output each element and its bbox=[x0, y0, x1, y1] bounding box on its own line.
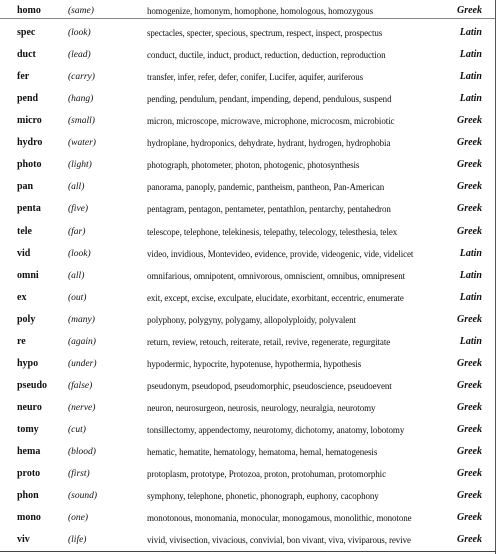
origin-cell: Greek bbox=[457, 379, 482, 391]
table-row bbox=[0, 508, 496, 528]
table-row bbox=[0, 530, 496, 550]
meaning-cell: (sound) bbox=[68, 491, 98, 502]
table-row bbox=[0, 177, 496, 197]
root-cell: tomy bbox=[17, 423, 39, 435]
examples-cell: micron, microscope, microwave, microphone, microcosm, microbiotic bbox=[147, 116, 395, 127]
examples-cell: vivid, vivisection, vivacious, convivial, bon vivant, viva, viviparous, revive bbox=[147, 535, 411, 546]
origin-cell: Greek bbox=[457, 490, 482, 502]
root-cell: re bbox=[17, 335, 26, 347]
meaning-cell: (blood) bbox=[68, 447, 96, 457]
table-row bbox=[0, 244, 496, 264]
origin-cell: Greek bbox=[457, 512, 482, 524]
root-cell: penta bbox=[17, 203, 41, 215]
origin-cell: Latin bbox=[459, 71, 482, 83]
meaning-cell: (far) bbox=[68, 226, 86, 237]
origin-cell: Greek bbox=[457, 115, 482, 127]
meaning-cell: (light) bbox=[68, 160, 92, 171]
meaning-cell: (water) bbox=[68, 138, 96, 149]
origin-cell: Greek bbox=[457, 446, 482, 457]
examples-cell: photograph, photometer, photon, photogenic, photosynthesis bbox=[147, 160, 360, 171]
examples-cell: telescope, telephone, telekinesis, telepathy, telecology, telesthesia, telex bbox=[147, 226, 398, 237]
origin-cell: Greek bbox=[457, 313, 482, 325]
root-cell: fer bbox=[17, 71, 30, 83]
table-row bbox=[0, 133, 496, 153]
root-cell: pend bbox=[17, 93, 39, 105]
examples-cell: transfer, infer, refer, defer, conifer, Lucifer, aquifer, auriferous bbox=[147, 72, 364, 83]
root-cell: pan bbox=[17, 181, 34, 193]
table-row bbox=[0, 332, 496, 352]
table-row bbox=[0, 442, 496, 462]
origin-cell: Greek bbox=[457, 203, 482, 215]
table-row bbox=[0, 310, 496, 330]
meaning-cell: (life) bbox=[68, 535, 87, 546]
origin-cell: Greek bbox=[457, 159, 482, 171]
table-row bbox=[0, 354, 496, 374]
origin-cell: Greek bbox=[457, 357, 482, 369]
table-row bbox=[0, 376, 496, 396]
examples-cell: spectacles, specter, specious, spectrum, respect, inspect, prospectus bbox=[147, 28, 383, 39]
meaning-cell: (all) bbox=[68, 270, 85, 281]
meaning-cell: (under) bbox=[68, 358, 97, 369]
table-row bbox=[0, 420, 496, 440]
meaning-cell: (first) bbox=[68, 469, 90, 480]
table-row bbox=[0, 266, 496, 286]
origin-cell: Greek bbox=[457, 468, 482, 480]
meaning-cell: (one) bbox=[68, 513, 89, 524]
meaning-cell: (five) bbox=[68, 204, 89, 215]
table-row bbox=[0, 45, 496, 65]
table-row bbox=[0, 67, 496, 87]
bottom-rule bbox=[0, 551, 496, 552]
examples-cell: protoplasm, prototype, Protozoa, proton, protohuman, protomorphic bbox=[147, 469, 386, 480]
examples-cell: return, review, retouch, reiterate, retail, revive, regenerate, regurgitate bbox=[147, 336, 391, 347]
examples-cell: homogenize, homonym, homophone, homologous, homozygous bbox=[147, 6, 374, 16]
table-row bbox=[0, 486, 496, 506]
meaning-cell: (again) bbox=[68, 336, 96, 347]
examples-cell: polyphony, polygyny, polygamy, allopolyploidy, polyvalent bbox=[147, 314, 356, 325]
meaning-cell: (all) bbox=[68, 182, 85, 193]
examples-cell: symphony, telephone, phonetic, phonograph, euphony, cacophony bbox=[147, 491, 379, 502]
meaning-cell: (hang) bbox=[68, 94, 94, 105]
examples-cell: video, invidious, Montevideo, evidence, provide, videogenic, vide, videlicet bbox=[147, 248, 414, 259]
examples-cell: pending, pendulum, pendant, impending, depend, pendulous, suspend bbox=[147, 94, 392, 105]
origin-cell: Latin bbox=[459, 291, 482, 303]
table-row bbox=[0, 111, 496, 131]
table-row bbox=[0, 288, 496, 308]
root-cell: poly bbox=[17, 313, 36, 325]
meaning-cell: (same) bbox=[68, 6, 94, 16]
table-row bbox=[0, 199, 496, 219]
origin-cell: Latin bbox=[459, 93, 482, 105]
meaning-cell: (look) bbox=[68, 28, 91, 39]
table-row bbox=[0, 1, 496, 21]
root-cell: micro bbox=[17, 115, 42, 127]
origin-cell: Latin bbox=[459, 247, 482, 259]
root-cell: neuro bbox=[17, 401, 42, 413]
root-cell: hydro bbox=[17, 137, 43, 149]
table-row bbox=[0, 398, 496, 418]
table-row bbox=[0, 222, 496, 242]
examples-cell: pentagram, pentagon, pentameter, pentathlon, pentarchy, pentahedron bbox=[147, 204, 391, 215]
origin-cell: Greek bbox=[457, 225, 482, 237]
origin-cell: Greek bbox=[457, 401, 482, 413]
examples-cell: tonsillectomy, appendectomy, neurotomy, dichotomy, anatomy, lobotomy bbox=[147, 424, 405, 435]
meaning-cell: (carry) bbox=[68, 72, 95, 83]
examples-cell: conduct, ductile, induct, product, reduction, deduction, reproduction bbox=[147, 50, 386, 61]
meaning-cell: (look) bbox=[68, 248, 91, 259]
examples-cell: hematic, hematite, hematology, hematoma, hemal, hematogenesis bbox=[147, 447, 378, 457]
meaning-cell: (false) bbox=[68, 380, 93, 391]
root-cell: pseudo bbox=[17, 379, 48, 391]
origin-cell: Greek bbox=[457, 137, 482, 149]
origin-cell: Greek bbox=[457, 5, 482, 16]
examples-cell: panorama, panoply, pandemic, pantheism, pantheon, Pan-American bbox=[147, 182, 385, 193]
root-cell: ex bbox=[17, 291, 27, 303]
root-cell: tele bbox=[17, 225, 32, 237]
root-cell: spec bbox=[17, 27, 36, 39]
table-row bbox=[0, 464, 496, 484]
origin-cell: Greek bbox=[457, 181, 482, 193]
origin-cell: Latin bbox=[459, 335, 482, 347]
origin-cell: Greek bbox=[457, 423, 482, 435]
meaning-cell: (many) bbox=[68, 314, 95, 325]
root-cell: homo bbox=[17, 5, 41, 16]
examples-cell: neuron, neurosurgeon, neurosis, neurology, neuralgia, neurotomy bbox=[147, 402, 376, 413]
meaning-cell: (nerve) bbox=[68, 402, 96, 413]
examples-cell: hypodermic, hypocrite, hypotenuse, hypothermia, hypothesis bbox=[147, 358, 362, 369]
root-cell: hypo bbox=[17, 357, 39, 369]
meaning-cell: (out) bbox=[68, 292, 87, 303]
root-cell: omni bbox=[17, 269, 39, 281]
root-cell: mono bbox=[17, 512, 41, 524]
examples-cell: omnifarious, omnipotent, omnivorous, omniscient, omnibus, omnipresent bbox=[147, 270, 406, 281]
root-cell: photo bbox=[17, 159, 42, 171]
examples-cell: hydroplane, hydroponics, dehydrate, hydrant, hydrogen, hydrophobia bbox=[147, 138, 391, 149]
origin-cell: Greek bbox=[457, 534, 482, 546]
examples-cell: pseudonym, pseudopod, pseudomorphic, pseudoscience, pseudoevent bbox=[147, 380, 392, 391]
meaning-cell: (cut) bbox=[68, 424, 86, 435]
origin-cell: Latin bbox=[459, 269, 482, 281]
root-cell: phon bbox=[17, 490, 39, 502]
table-row bbox=[0, 23, 496, 43]
meaning-cell: (small) bbox=[68, 116, 95, 127]
table-row bbox=[0, 89, 496, 109]
root-cell: hema bbox=[17, 446, 41, 457]
root-cell: viv bbox=[17, 534, 30, 546]
origin-cell: Latin bbox=[459, 49, 482, 61]
root-cell: vid bbox=[17, 247, 31, 259]
meaning-cell: (lead) bbox=[68, 50, 91, 61]
root-cell: proto bbox=[17, 468, 41, 480]
examples-cell: monotonous, monomania, monocular, monogamous, monolithic, monotone bbox=[147, 513, 412, 524]
root-cell: duct bbox=[17, 49, 36, 61]
examples-cell: exit, except, excise, exculpate, elucidate, exorbitant, eccentric, enumerate bbox=[147, 292, 404, 303]
table-row bbox=[0, 155, 496, 175]
origin-cell: Latin bbox=[459, 27, 482, 39]
